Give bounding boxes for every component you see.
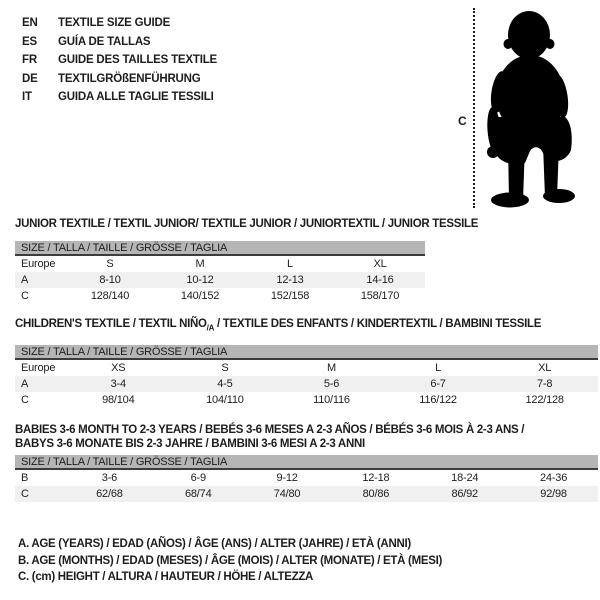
row-label: A xyxy=(21,378,29,391)
table-cell: 9-12 xyxy=(276,472,298,484)
childrens-textile-title xyxy=(15,317,598,335)
table-title-line: BABIES 3-6 MONTH TO 2-3 YEARS / BEBÉS 3-6 MESES A 2-3 AÑOS / BÉBÉS 3-6 MOIS À 2-3 ANS / xyxy=(15,424,525,436)
row-label: Europe xyxy=(21,362,56,375)
table-row xyxy=(15,288,425,304)
junior-textile-title xyxy=(15,217,479,231)
legend-line-c: C. (cm) HEIGHT / ALTURA / HAUTEUR / HÖHE / ALTEZZA xyxy=(18,571,314,583)
row-label: B xyxy=(21,472,29,484)
table-row xyxy=(15,272,425,288)
table-cell: 80/86 xyxy=(362,488,390,500)
table-title-line: BABYS 3-6 MONATE BIS 2-3 JAHRE / BAMBINI 3-6 MESI A 2-3 ANNI xyxy=(15,438,365,450)
row-label: Europe xyxy=(21,258,56,270)
babies-textile-title xyxy=(15,423,598,451)
table-cell: 122/128 xyxy=(525,394,564,407)
table-cell: M xyxy=(327,362,336,375)
table-cell: XL xyxy=(538,362,552,375)
table-row xyxy=(15,360,598,376)
table-cell: 110/116 xyxy=(313,394,350,407)
language-row-es xyxy=(22,33,217,52)
row-label: C xyxy=(21,290,29,302)
table-cell: 3-6 xyxy=(101,472,118,484)
language-label: TEXTILE SIZE GUIDE xyxy=(58,17,171,30)
table-cell: XS xyxy=(111,362,126,375)
language-list xyxy=(22,14,217,107)
table-cell: 7-8 xyxy=(537,378,553,391)
row-label: C xyxy=(21,488,29,500)
table-cell: 98/104 xyxy=(102,394,135,407)
table-cell: L xyxy=(287,258,293,270)
junior-textile-table xyxy=(15,241,425,304)
table-cell: 14-16 xyxy=(366,274,394,286)
language-row-fr xyxy=(22,51,217,70)
table-cell: 4-5 xyxy=(217,378,233,391)
table-cell: 140/152 xyxy=(180,290,220,302)
table-cell: 74/80 xyxy=(273,488,301,500)
table-cell: 152/158 xyxy=(270,290,310,302)
language-row-it xyxy=(22,88,217,107)
table-cell: 24-36 xyxy=(539,472,568,484)
table-cell: 158/170 xyxy=(360,290,400,302)
table-cell: S xyxy=(106,258,114,270)
babies-textile-section xyxy=(15,423,598,502)
size-header-band: SIZE / TALLA / TAILLE / GRÖSSE / TAGLIA xyxy=(15,455,598,470)
row-label: C xyxy=(21,394,29,407)
language-row-de xyxy=(22,70,217,89)
table-row xyxy=(15,392,598,408)
babies-textile-table xyxy=(15,455,598,502)
language-code: IT xyxy=(22,91,32,104)
table-cell: 116/122 xyxy=(419,394,457,407)
table-cell: 3-4 xyxy=(110,378,126,391)
table-cell: 104/110 xyxy=(206,394,244,407)
language-code: DE xyxy=(22,72,38,85)
junior-textile-section xyxy=(15,217,479,304)
table-cell: 68/74 xyxy=(184,488,212,500)
table-cell: 6-9 xyxy=(190,472,206,484)
language-label: GUÍA DE TALLAS xyxy=(58,35,151,48)
table-cell: M xyxy=(195,258,205,270)
height-dotted-line xyxy=(473,8,475,208)
row-label: A xyxy=(21,274,29,286)
table-cell: 10-12 xyxy=(186,274,214,286)
table-cell: 92/98 xyxy=(540,488,567,500)
language-label: GUIDE DES TAILLES TEXTILE xyxy=(58,54,217,67)
table-cell: 6-7 xyxy=(430,378,446,391)
table-row xyxy=(15,470,598,486)
language-code: ES xyxy=(22,35,37,48)
toddler-silhouette-icon xyxy=(487,10,587,210)
legend-line-a: A. AGE (YEARS) / EDAD (AÑOS) / ÂGE (ANS) / ALTER (JAHRE) / ETÀ (ANNI) xyxy=(18,538,411,550)
table-title-line: CHILDREN'S TEXTILE / TEXTIL $NIÑO_{/A}$ / TEXTILE DES ENFANTS / KINDERTEXTIL / BAMBINI TESSILE xyxy=(15,318,542,333)
measurement-legend xyxy=(18,536,442,586)
table-cell: XL xyxy=(373,258,387,270)
language-label: GUIDA ALLE TAGLIE TESSILI xyxy=(58,91,214,104)
table-cell: 8-10 xyxy=(99,274,121,286)
language-code: EN xyxy=(22,17,38,30)
table-row xyxy=(15,256,425,272)
table-cell: 18-24 xyxy=(451,472,479,484)
height-measure-figure xyxy=(455,8,595,213)
table-row xyxy=(15,486,598,502)
language-label: TEXTILGRÖßENFÜHRUNG xyxy=(58,72,201,85)
table-title-line: JUNIOR TEXTILE / TEXTIL JUNIOR/ TEXTILE JUNIOR / JUNIORTEXTIL / JUNIOR TESSILE xyxy=(15,218,479,230)
table-cell: 128/140 xyxy=(90,290,130,302)
size-header-band: SIZE / TALLA / TAILLE / GRÖSSE / TAGLIA xyxy=(15,345,598,360)
table-cell: 62/68 xyxy=(96,488,123,500)
table-cell: S xyxy=(221,362,229,375)
childrens-textile-section xyxy=(15,317,598,408)
table-cell: 12-18 xyxy=(362,472,390,484)
table-cell: 5-6 xyxy=(323,378,340,391)
size-header-band: SIZE / TALLA / TAILLE / GRÖSSE / TAGLIA xyxy=(15,241,425,256)
table-row xyxy=(15,376,598,392)
table-cell: 86/92 xyxy=(451,488,478,500)
legend-line-b: B. AGE (MONTHS) / EDAD (MESES) / ÂGE (MOIS) / ALTER (MONATE) / ETÀ (MESI) xyxy=(18,554,443,567)
measure-c-label: C xyxy=(458,114,467,128)
childrens-textile-table xyxy=(15,345,598,408)
table-cell: L xyxy=(435,362,442,375)
language-row-en xyxy=(22,14,217,33)
language-code: FR xyxy=(22,54,37,67)
table-cell: 12-13 xyxy=(276,274,304,286)
